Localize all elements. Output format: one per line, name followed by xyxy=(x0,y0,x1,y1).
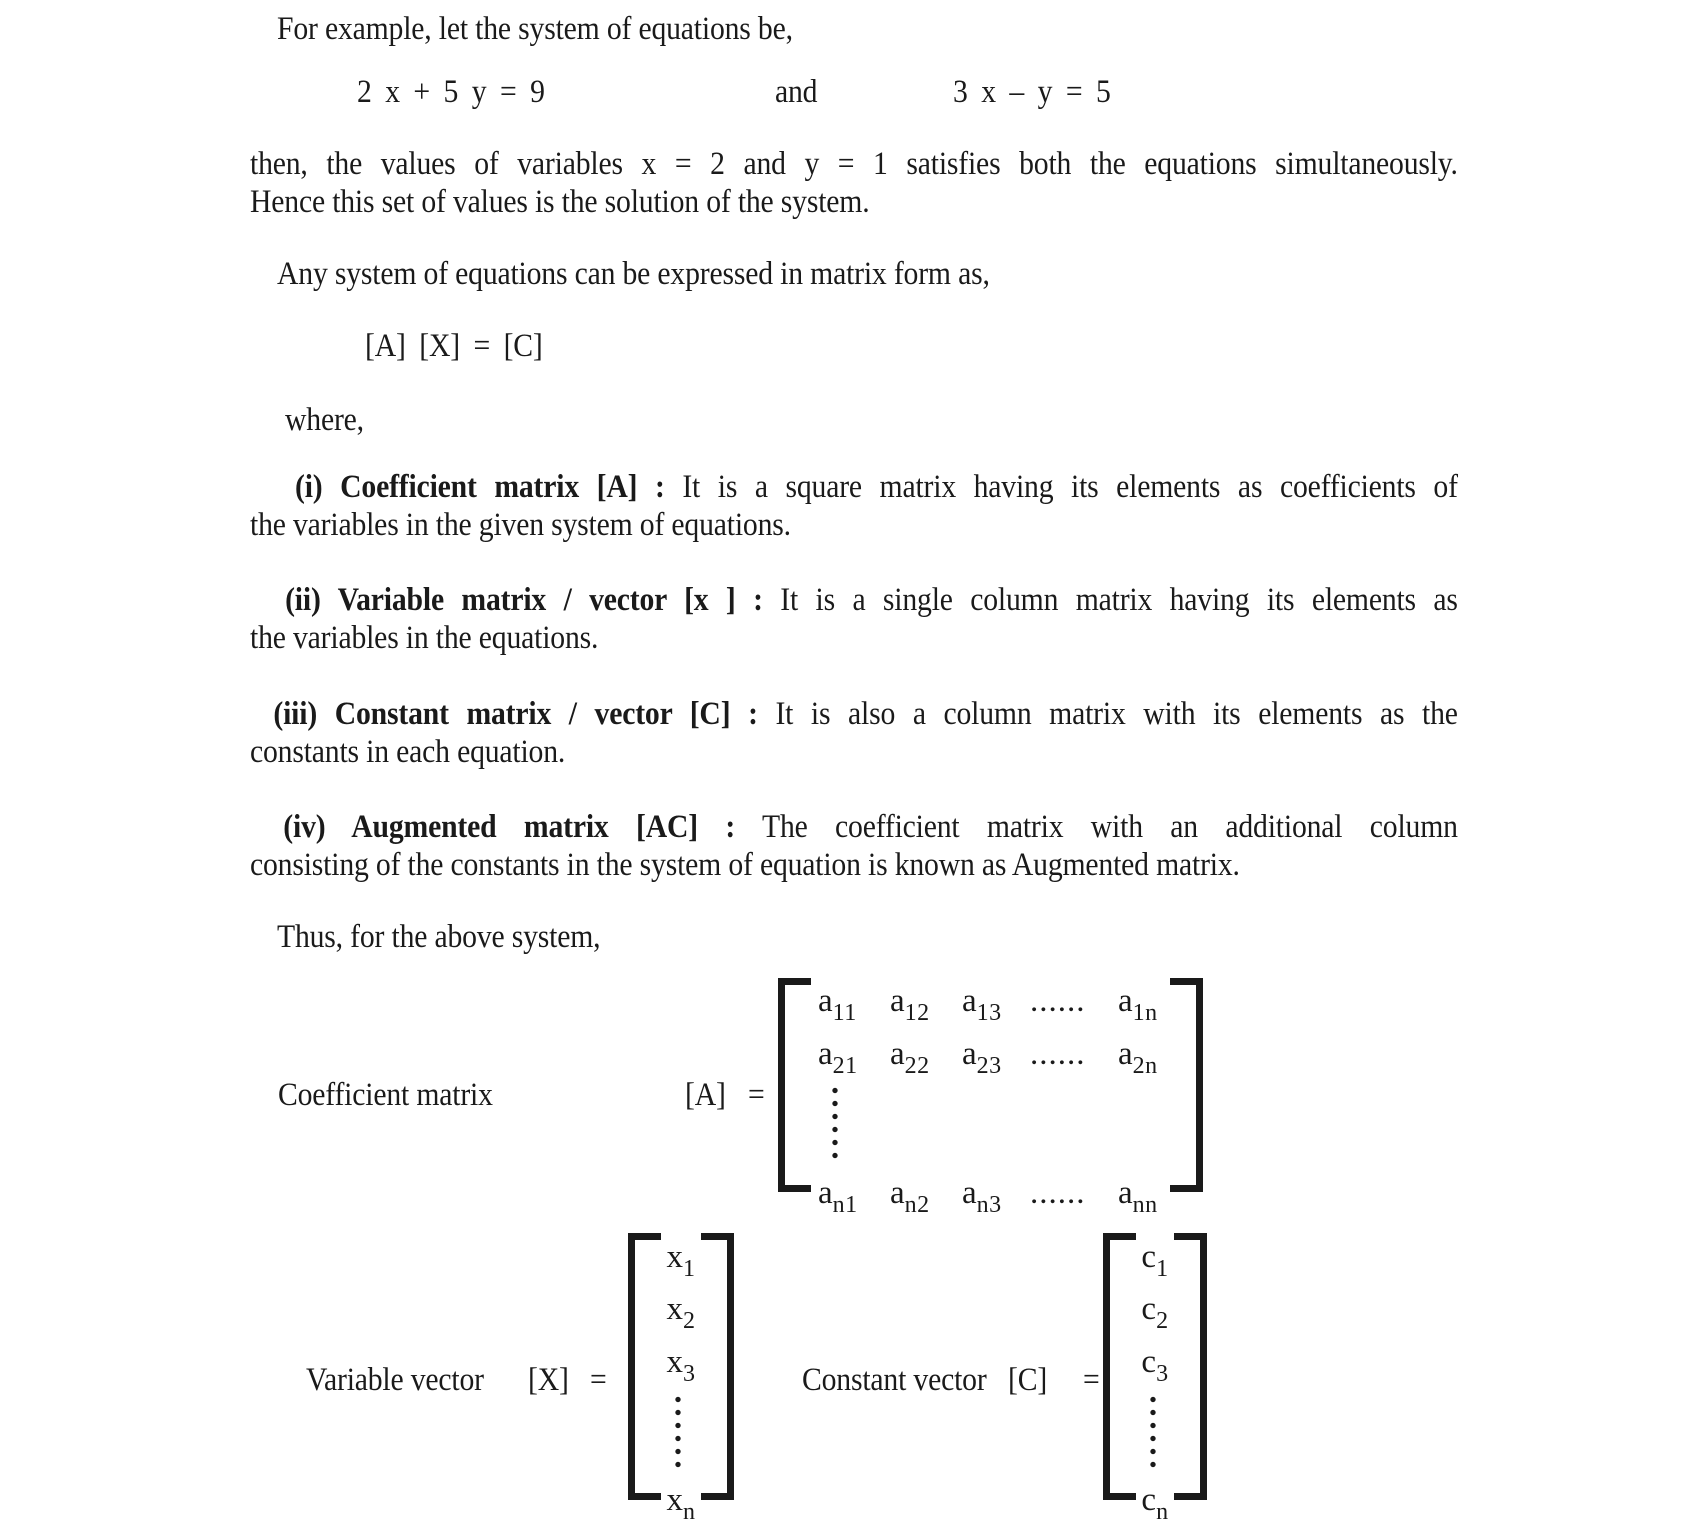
definition-term: (iii) Constant matrix / vector [C] : xyxy=(273,696,757,732)
where-label: where, xyxy=(285,401,364,439)
matrix-form-equation: [A] [X] = [C] xyxy=(365,327,543,365)
matrix-cell: $a_{nn}$ xyxy=(1118,1174,1158,1224)
variable-vector-symbol: [X] xyxy=(528,1361,569,1399)
definition-term: (i) Coefficient matrix [A] : xyxy=(295,469,665,505)
definition-line-1 xyxy=(250,581,1458,619)
matrix-cell: $a_{13}$ xyxy=(962,982,1002,1032)
intro-paragraph: For example, let the system of equations be, xyxy=(277,10,793,48)
vertical-dots xyxy=(675,1393,681,1468)
equals-sign: = xyxy=(1083,1361,1100,1399)
definition-item-iv xyxy=(250,808,1458,884)
matrix-cell: $a_{23}$ xyxy=(962,1035,1002,1085)
definition-line-2: the variables in the given system of equations. xyxy=(250,506,1458,544)
coefficient-matrix-label: Coefficient matrix xyxy=(278,1076,493,1114)
constant-vector-symbol: [C] xyxy=(1008,1361,1047,1399)
solution-line-1: then, the values of variables x = 2 and y = 1 satisfies both the equations simultaneously. xyxy=(250,145,1458,183)
matrix-cell: $a_{n3}$ xyxy=(962,1174,1002,1224)
equals-sign: = xyxy=(590,1361,607,1399)
vector-entry: $c_3$ xyxy=(1103,1343,1207,1393)
thus-line: Thus, for the above system, xyxy=(277,918,600,956)
matrix-cell: $a_{22}$ xyxy=(890,1035,930,1085)
definition-term: (ii) Variable matrix / vector [x ] : xyxy=(285,582,763,618)
definition-item-iii xyxy=(250,695,1458,771)
vector-entry: $c_n$ xyxy=(1103,1481,1207,1531)
example-equation-1: 2 x + 5 y = 9 xyxy=(357,73,545,111)
matrix-cell: $a_{2n}$ xyxy=(1118,1035,1158,1085)
definition-body: It is also a column matrix with its elements as the xyxy=(775,696,1457,732)
matrix-cell: $a_{21}$ xyxy=(818,1035,858,1085)
vertical-dots xyxy=(832,1084,838,1164)
solution-line-2: Hence this set of values is the solution of the system. xyxy=(250,183,1458,221)
matrix-cell: $a_{n1}$ xyxy=(818,1174,858,1224)
constant-vector-label: Constant vector xyxy=(802,1361,987,1399)
coefficient-matrix xyxy=(778,978,1203,1192)
matrix-form-intro: Any system of equations can be expressed in matrix form as, xyxy=(277,255,990,293)
definition-line-1 xyxy=(250,808,1458,846)
matrix-row-n xyxy=(778,1174,1203,1212)
definition-body: It is a square matrix having its elements as coefficients of xyxy=(682,469,1457,505)
vector-entry: $x_1$ xyxy=(628,1238,734,1288)
equation-conjunction: and xyxy=(775,73,817,111)
vector-entry: $x_n$ xyxy=(628,1481,734,1531)
variable-vector-label: Variable vector xyxy=(306,1361,484,1399)
row-dots: ...... xyxy=(1030,1174,1086,1224)
example-equation-2: 3 x – y = 5 xyxy=(953,73,1111,111)
equals-sign: = xyxy=(748,1076,765,1114)
vector-entry: $x_3$ xyxy=(628,1343,734,1393)
variable-vector-column xyxy=(628,1233,734,1500)
row-dots: ...... xyxy=(1030,1035,1086,1085)
matrix-cell: $a_{n2}$ xyxy=(890,1174,930,1224)
matrix-row-1 xyxy=(778,982,1203,1020)
row-dots: ...... xyxy=(1030,982,1086,1032)
matrix-cell: $a_{1n}$ xyxy=(1118,982,1158,1032)
definition-line-2: constants in each equation. xyxy=(250,733,1458,771)
definition-body: The coefficient matrix with an additional column xyxy=(762,809,1458,845)
matrix-row-2 xyxy=(778,1035,1203,1073)
coefficient-matrix-symbol: [A] xyxy=(685,1076,726,1114)
solution-paragraph xyxy=(250,145,1458,221)
definition-body: It is a single column matrix having its elements as xyxy=(780,582,1458,618)
definition-item-i xyxy=(250,468,1458,544)
vector-entry: $c_2$ xyxy=(1103,1290,1207,1340)
definition-line-1 xyxy=(250,468,1458,506)
definition-item-ii xyxy=(250,581,1458,657)
vertical-dots xyxy=(1150,1393,1156,1468)
definition-line-1 xyxy=(250,695,1458,733)
definition-line-2: consisting of the constants in the system of equation is known as Augmented matrix. xyxy=(250,846,1458,884)
constant-vector-column xyxy=(1103,1233,1207,1500)
definition-line-2: the variables in the equations. xyxy=(250,619,1458,657)
matrix-cell: $a_{11}$ xyxy=(818,982,857,1032)
vector-entry: $c_1$ xyxy=(1103,1238,1207,1288)
vector-entry: $x_2$ xyxy=(628,1290,734,1340)
definition-term: (iv) Augmented matrix [AC] : xyxy=(283,809,735,845)
matrix-cell: $a_{12}$ xyxy=(890,982,930,1032)
